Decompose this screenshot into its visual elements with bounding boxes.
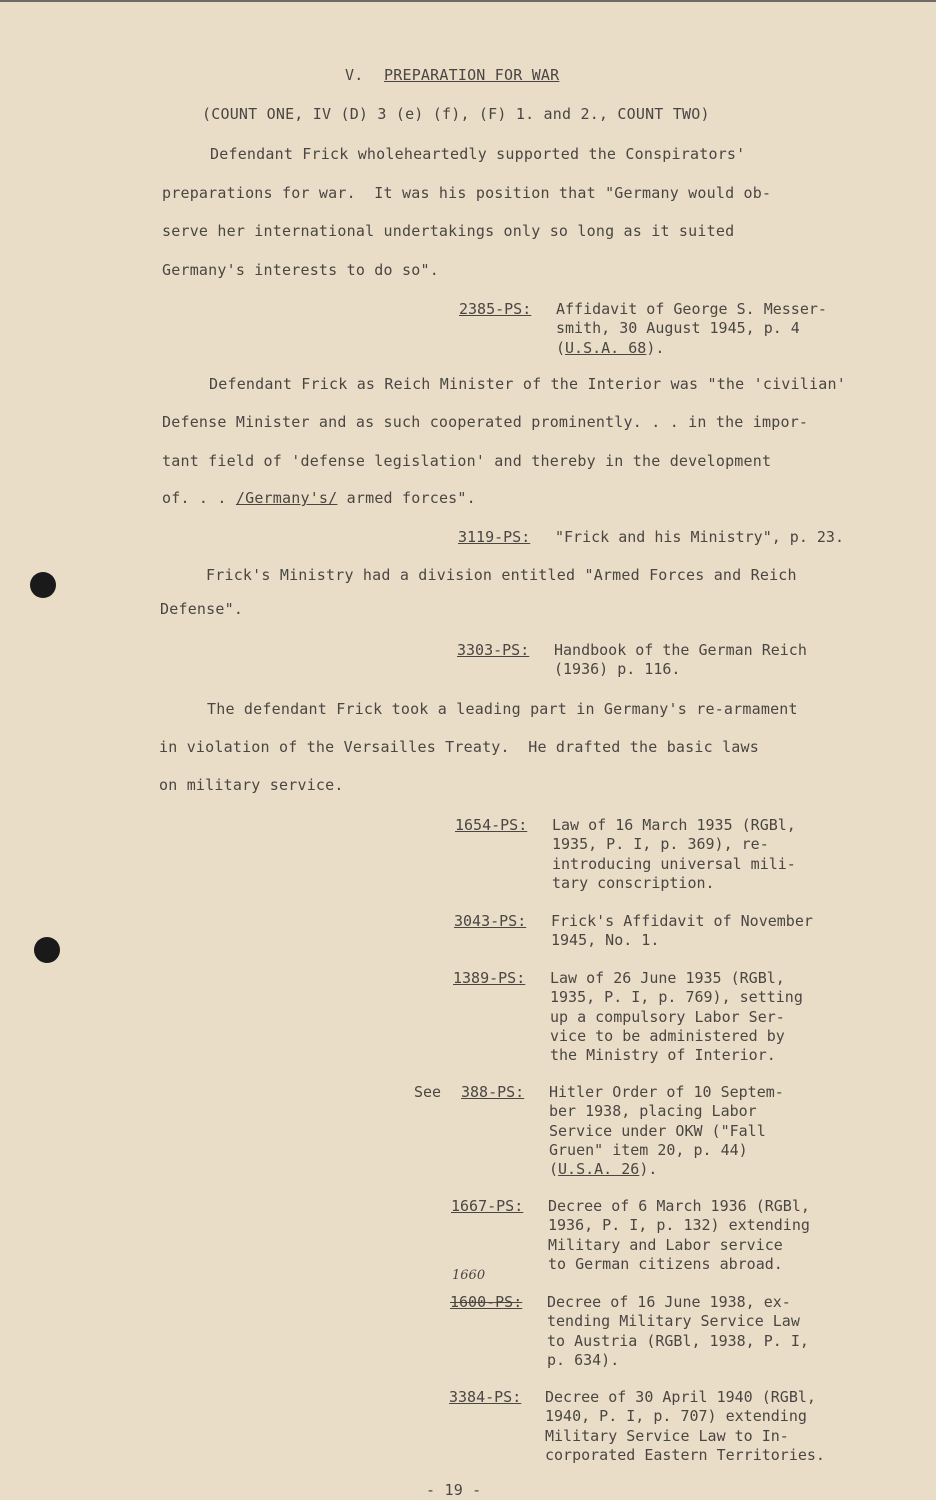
citation-text: Affidavit of George S. Messer- smith, 30 August 1945, p. 4 (U.S.A. 68). (556, 300, 827, 357)
section-number: V. (345, 66, 364, 84)
body-line: on military service. (159, 776, 344, 794)
citation-text: Decree of 30 April 1940 (RGBl, 1940, P. I, p. 707) extending Military Service Law to In- corporated Eastern Territories. (545, 1388, 825, 1464)
punch-hole (30, 572, 56, 598)
punch-hole (34, 937, 60, 963)
body-line: Defense Minister and as such cooperated prominently. . . in the impor- (162, 413, 809, 431)
citation-ref: 2385-PS: (459, 300, 532, 318)
citation-text: Law of 26 June 1935 (RGBl, 1935, P. I, p. 769), setting up a compulsory Labor Ser- vice to be administered by the Ministry of Interior. (550, 969, 803, 1065)
body-line: Frick's Ministry had a division entitled "Armed Forces and Reich (206, 566, 797, 584)
citation-text: "Frick and his Ministry", p. 23. (555, 528, 844, 546)
body-line: of. . . /Germany's/ armed forces". (162, 489, 476, 507)
citation-ref: 1667-PS: (451, 1197, 524, 1215)
citation-text: Handbook of the German Reich (1936) p. 116. (554, 641, 807, 679)
body-line: in violation of the Versailles Treaty. He drafted the basic laws (159, 738, 759, 756)
citation-ref: 3303-PS: (457, 641, 530, 659)
body-line: Germany's interests to do so". (162, 261, 439, 279)
citation-text: Hitler Order of 10 Septem- ber 1938, placing Labor Service under OKW ("Fall Gruen" item 20, p. 44) (U.S.A. 26). (549, 1083, 784, 1179)
section-title: PREPARATION FOR WAR (384, 66, 560, 84)
citation-ref: 3384-PS: (449, 1388, 522, 1406)
citation-ref: 1654-PS: (455, 816, 528, 834)
citation-text: Frick's Affidavit of November 1945, No. 1. (551, 912, 813, 950)
page-top-edge (0, 0, 936, 2)
citation-prefix: See (414, 1083, 442, 1101)
body-line: serve her international undertakings only so long as it suited (162, 222, 735, 240)
citation-text: Decree of 16 June 1938, ex- tending Military Service Law to Austria (RGBl, 1938, P. I, p. 634). (547, 1293, 809, 1369)
citation-ref: 1600-PS: (450, 1293, 523, 1311)
citation-text: Decree of 6 March 1936 (RGBl, 1936, P. I, p. 132) extending Military and Labor service to German citizens abroad. (548, 1197, 810, 1273)
page-number: - 19 - (426, 1481, 482, 1499)
body-line: Defendant Frick as Reich Minister of the Interior was "the 'civilian' (209, 375, 846, 393)
body-line: Defendant Frick wholeheartedly supported the Conspirators' (210, 145, 746, 163)
citation-ref: 3043-PS: (454, 912, 527, 930)
body-line: tant field of 'defense legislation' and thereby in the development (162, 452, 772, 470)
citation-text: Law of 16 March 1935 (RGBl, 1935, P. I, p. 369), re- introducing universal mili- tary conscription. (552, 816, 796, 892)
citation-ref: 1389-PS: (453, 969, 526, 987)
handwritten-correction: 1660 (452, 1268, 486, 1283)
citation-ref: 388-PS: (461, 1083, 525, 1101)
body-line: preparations for war. It was his position that "Germany would ob- (162, 184, 772, 202)
citation-ref: 3119-PS: (458, 528, 531, 546)
body-line: The defendant Frick took a leading part in Germany's re-armament (207, 700, 798, 718)
body-line: Defense". (160, 600, 244, 618)
section-subtitle: (COUNT ONE, IV (D) 3 (e) (f), (F) 1. and 2., COUNT TWO) (202, 105, 710, 123)
